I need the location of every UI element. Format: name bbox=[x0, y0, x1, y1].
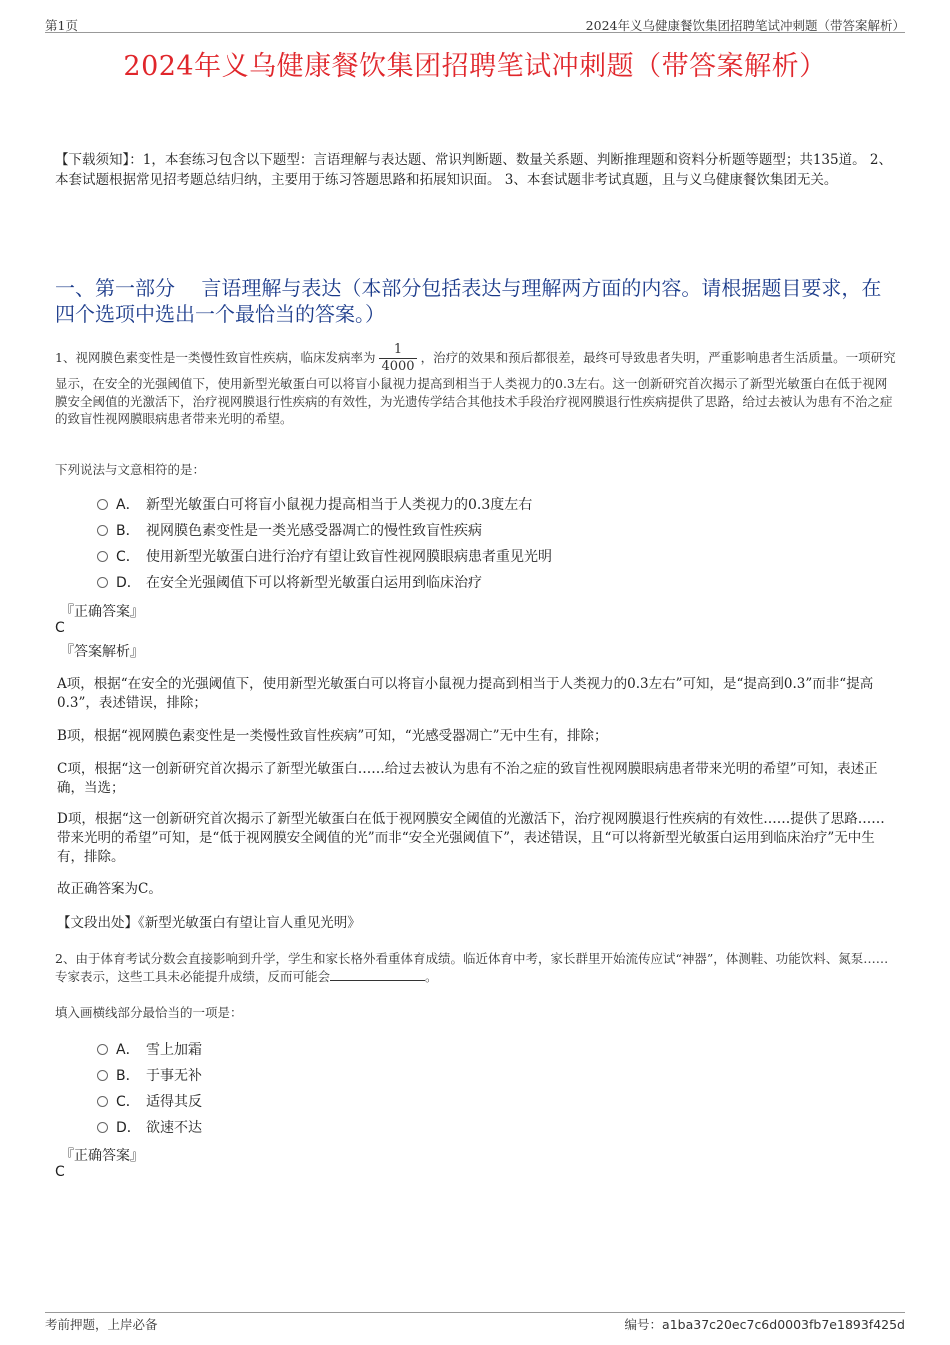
radio-icon[interactable] bbox=[97, 577, 108, 588]
document-title: 2024年义乌健康餐饮集团招聘笔试冲刺题（带答案解析） bbox=[123, 51, 827, 82]
q2-option-b[interactable]: B． 于事无补 bbox=[97, 1066, 202, 1086]
footer-slogan: 考前押题，上岸必备 bbox=[45, 1317, 158, 1332]
q1-text-a: 1、视网膜色素变性是一类慢性致盲性疾病，临床发病率为 bbox=[55, 350, 376, 365]
radio-icon[interactable] bbox=[97, 525, 108, 536]
incidence-fraction bbox=[379, 342, 416, 375]
radio-icon[interactable] bbox=[97, 1096, 108, 1107]
q1-conclusion: 故正确答案为C。 bbox=[57, 881, 162, 897]
fraction-numerator: 1 bbox=[379, 342, 416, 359]
q2-text: 2、由于体育考试分数会直接影响到升学，学生和家长格外看重体育成绩。临近体育中考，家长群里开始流传应试“神器”，体测鞋、功能饮料、氮泵……专家表示，这些工具未必能提升成绩，反而可能会 bbox=[55, 951, 889, 984]
q1-analysis-a: A项，根据“在安全的光强阈值下，使用新型光敏蛋白可以将盲小鼠视力提高到相当于人类视力的0.3左右”可知，是“提高到0.3”而非“提高0.3”，表述错误，排除； bbox=[57, 676, 874, 711]
page-number: 第1页 bbox=[45, 18, 78, 33]
page-footer bbox=[45, 1312, 905, 1333]
header-doc-title: 2024年义乌健康餐饮集团招聘笔试冲刺题（带答案解析） bbox=[585, 18, 905, 33]
q2-option-c[interactable]: C． 适得其反 bbox=[97, 1092, 202, 1112]
question-2-prompt: 填入画横线部分最恰当的一项是： bbox=[55, 1005, 243, 1020]
question-1-passage bbox=[55, 342, 897, 428]
radio-icon[interactable] bbox=[97, 499, 108, 510]
answer-blank bbox=[330, 968, 425, 981]
question-1-prompt: 下列说法与文意相符的是： bbox=[55, 462, 206, 477]
radio-icon[interactable] bbox=[97, 1122, 108, 1133]
radio-icon[interactable] bbox=[97, 1044, 108, 1055]
radio-icon[interactable] bbox=[97, 1070, 108, 1081]
fraction-denominator: 4000 bbox=[381, 359, 415, 374]
q1-answer-label: 『正确答案』 bbox=[60, 604, 144, 620]
q1-option-b[interactable]: B． 视网膜色素变性是一类光感受器凋亡的慢性致盲性疾病 bbox=[97, 521, 482, 541]
q1-source: 【文段出处】《新型光敏蛋白有望让盲人重见光明》 bbox=[57, 915, 361, 931]
q1-option-d[interactable]: D． 在安全光强阈值下可以将新型光敏蛋白运用到临床治疗 bbox=[97, 573, 482, 593]
q2-option-a[interactable]: A． 雪上加霜 bbox=[97, 1040, 202, 1060]
q1-analysis-d: D项，根据“这一创新研究首次揭示了新型光敏蛋白在低于视网膜安全阈值的光激活下，治疗视网膜退行性疾病的有效性……提供了思路……带来光明的希望”可知，是“低于视网膜安全阈值的光”而非“安全光强阈值下”，表述错误，且“可以将新型光敏蛋白运用到临床治疗”无中生有，排除。 bbox=[57, 811, 885, 865]
q2-answer-label: 『正确答案』 bbox=[60, 1148, 144, 1164]
q1-option-c[interactable]: C． 使用新型光敏蛋白进行治疗有望让致盲性视网膜眼病患者重见光明 bbox=[97, 547, 552, 567]
q1-option-a[interactable]: A． 新型光敏蛋白可将盲小鼠视力提高相当于人类视力的0.3度左右 bbox=[97, 495, 532, 515]
q2-answer: C bbox=[55, 1164, 65, 1180]
page-header bbox=[45, 14, 905, 33]
radio-icon[interactable] bbox=[97, 551, 108, 562]
document-code: 编号：a1ba37c20ec7c6d0003fb7e1893f425d bbox=[624, 1317, 905, 1332]
section-title: 一、第一部分 言语理解与表达（本部分包括表达与理解两方面的内容。请根据题目要求，在四个选项中选出一个最恰当的答案。） bbox=[55, 276, 882, 326]
q1-analysis-label: 『答案解析』 bbox=[60, 644, 144, 660]
q1-analysis-b: B项，根据“视网膜色素变性是一类慢性致盲性疾病”可知，“光感受器凋亡”无中生有，排除； bbox=[57, 728, 608, 744]
question-2-passage: 2、由于体育考试分数会直接影响到升学，学生和家长格外看重体育成绩。临近体育中考，家长群里开始流传应试“神器”，体测鞋、功能饮料、氮泵……专家表示，这些工具未必能提升成绩，反而可能会 。 bbox=[55, 951, 889, 984]
q1-analysis-c: C项，根据“这一创新研究首次揭示了新型光敏蛋白……给过去被认为患有不治之症的致盲性视网膜眼病患者带来光明的希望”可知，表述正确，当选； bbox=[57, 761, 878, 796]
q1-text-b: ，治疗的效果和预后都很差，最终可导致患者失明，严重影响患者生活质量。一项研究显示，在安全的光强阈值下，使用新型光敏蛋白可以将盲小鼠视力提高到相当于人类视力的0.3左右。这一创新研究首次揭示了新型光敏蛋白在低于视网膜安全阈值的光激活下，治疗视网膜退行性疾病的有效性，为光遗传学结合其他技术手段治疗视网膜退行性疾病提供了思路，给过去被认为患有不治之症的致盲性视网膜眼病患者带来光明的希望。 bbox=[55, 350, 896, 426]
download-notice: 【下载须知】：1，本套练习包含以下题型：言语理解与表达题、常识判断题、数量关系题、判断推理题和资料分析题等题型；共135道。 2、本套试题根据常见招考题总结归纳，主要用于练习答题思路和拓展知识面。 3、本套试题非考试真题，且与义乌健康餐饮集团无关。 bbox=[55, 152, 892, 188]
q2-option-d[interactable]: D． 欲速不达 bbox=[97, 1118, 202, 1138]
q1-answer: C bbox=[55, 620, 65, 636]
